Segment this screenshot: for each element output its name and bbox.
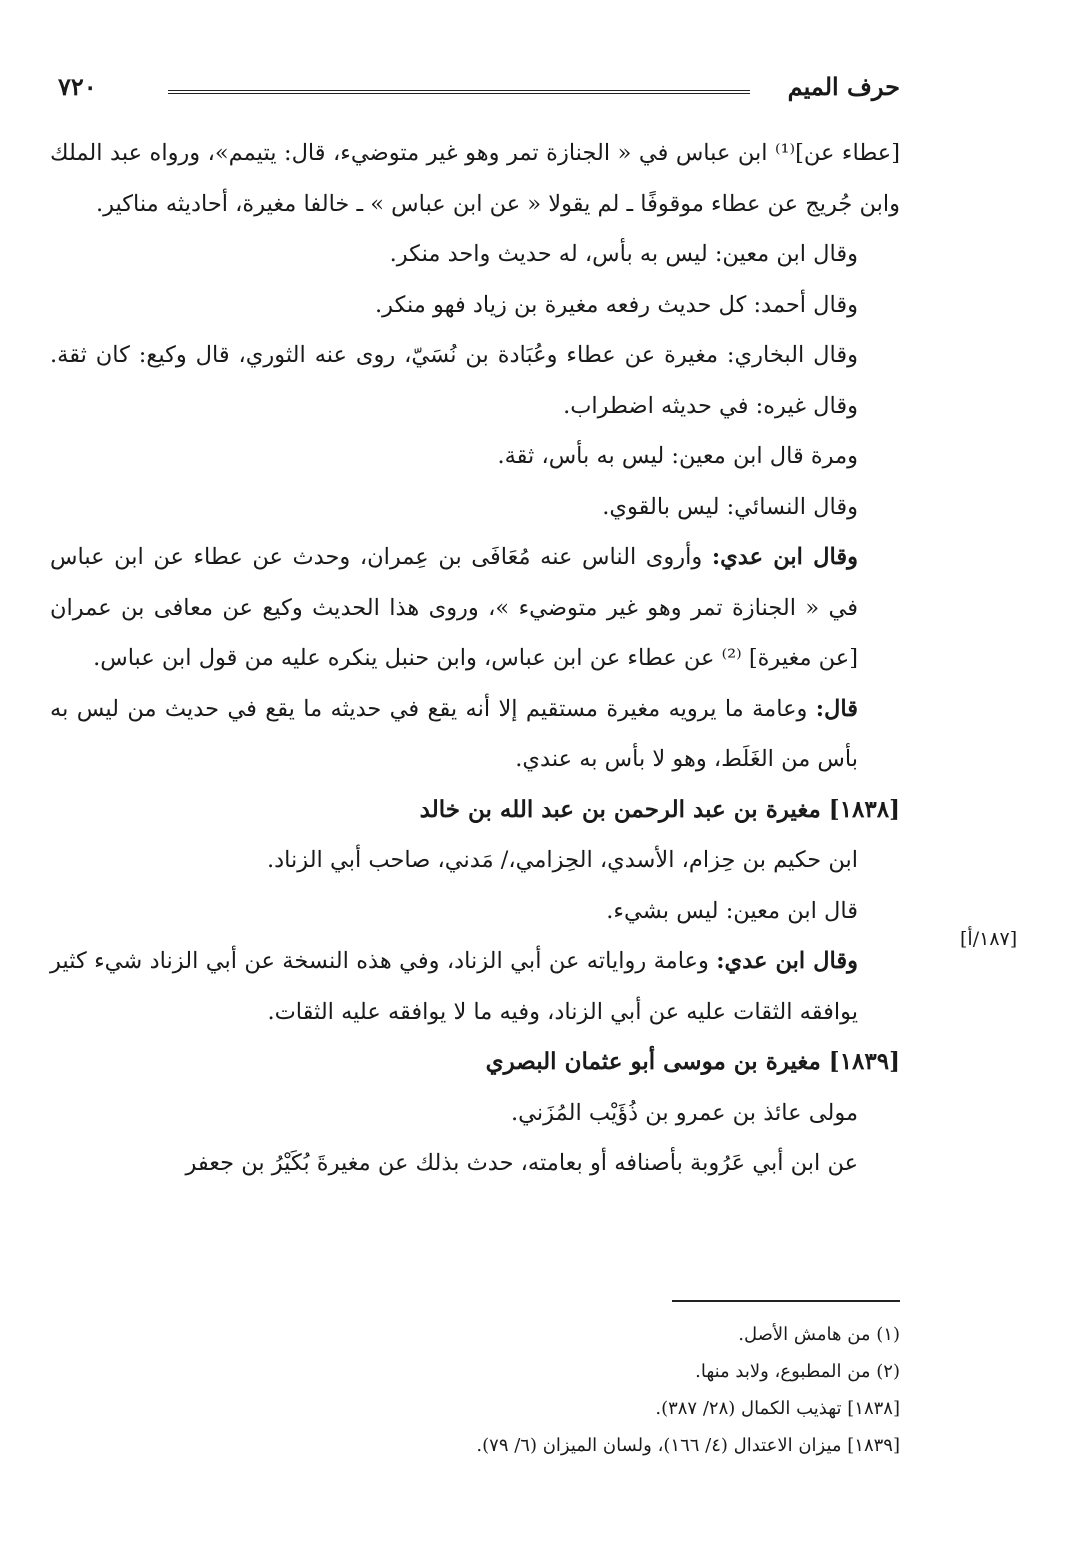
paragraph: [50, 936, 900, 1037]
entry-line: مولى عائذ بن عمرو بن ذُؤَيْب المُزَني.: [511, 1099, 858, 1126]
entry-line: ابن حكيم بن حِزام، الأسدي، الحِزامي،/ مَدني، صاحب أبي الزناد.: [266, 847, 858, 873]
paragraph-text: وأروى الناس عنه مُعَافَى بن عِمران، وحدث عن عطاء عن ابن عباس في « الجنازة تمر وهو غير متوضيء »، وروى هذا الحديث وكيع عن معافى بن عمران [عن مغيرة] ⁽²⁾ عن عطاء عن ابن عباس، وابن حنبل ينكره عليه من قول ابن عباس.: [50, 544, 858, 671]
paragraph-text: وعامة رواياته عن أبي الزناد، وفي هذه النسخة عن أبي الزناد شيء كثير يوافقه الثقات عليه عن أبي الزناد، وفيه ما لا يوافقه عليه الثقات.: [50, 948, 858, 1025]
speaker-lead: وقال ابن عدي:: [716, 948, 858, 974]
paragraph: وقال البخاري: مغيرة عن عطاء وعُبَادة بن نُسَيّ، روى عنه الثوري، قال وكيع: كان ثقة. وقال غيره: في حديثه اضطراب.: [50, 342, 858, 419]
footnote-rule: [672, 1300, 900, 1302]
speaker-lead: وقال ابن عدي:: [711, 544, 858, 570]
paragraph: وقال ابن معين: ليس به بأس، له حديث واحد منكر.: [389, 241, 858, 267]
page-number: ٧٢٠: [58, 72, 97, 101]
paragraph: وقال النسائي: ليس بالقوي.: [602, 493, 858, 520]
entry-heading-1839: [١٨٣٩] مغيرة بن موسى أبو عثمان البصري: [485, 1048, 900, 1075]
running-header: [58, 72, 900, 112]
chapter-title: حرف الميم: [787, 72, 900, 101]
footnote: [١٨٣٨] تهذيب الكمال (٢٨/ ٣٨٧).: [655, 1398, 900, 1419]
entry-heading-1838: [١٨٣٨] مغيرة بن عبد الرحمن بن عبد الله بن خالد: [419, 795, 900, 823]
paragraph: [50, 684, 900, 785]
footnotes: [360, 1316, 900, 1464]
entry-line: عن ابن أبي عَرُوبة بأصنافه أو بعامته، حدث بذلك عن مغيرةَ بُكَيْرُ بن جعفر: [185, 1150, 858, 1176]
paragraph: [50, 532, 900, 684]
margin-folio-reference: [١٨٧/أ]: [960, 928, 1018, 950]
paragraph: وقال أحمد: كل حديث رفعه مغيرة بن زياد فهو منكر.: [375, 291, 858, 318]
header-rule: [168, 90, 750, 94]
footnote: (٢) من المطبوع، ولابد منها.: [695, 1361, 900, 1382]
paragraph-text: وعامة ما يرويه مغيرة مستقيم إلا أنه يقع في حديثه ما يقع في حديث من ليس به بأس من الغَلَط، وهو لا بأس به عندي.: [50, 695, 858, 772]
entry-line: قال ابن معين: ليس بشيء.: [606, 897, 858, 924]
paragraph: ومرة قال ابن معين: ليس به بأس، ثقة.: [497, 443, 858, 469]
footnote: [١٨٣٩] ميزان الاعتدال (٤/ ١٦٦)، ولسان الميزان (٦/ ٧٩).: [476, 1435, 900, 1456]
main-text: [50, 128, 900, 1189]
paragraph: [عطاء عن]⁽¹⁾ ابن عباس في « الجنازة تمر وهو غير متوضيء، قال: يتيمم»، ورواه عبد الملك وابن جُريج عن عطاء موقوفًا ـ لم يقولا « عن ابن عباس » ـ خالفا مغيرة، أحاديثه مناكير.: [50, 140, 900, 217]
footnote: (١) من هامش الأصل.: [738, 1324, 900, 1345]
speaker-lead: قال:: [815, 695, 858, 722]
